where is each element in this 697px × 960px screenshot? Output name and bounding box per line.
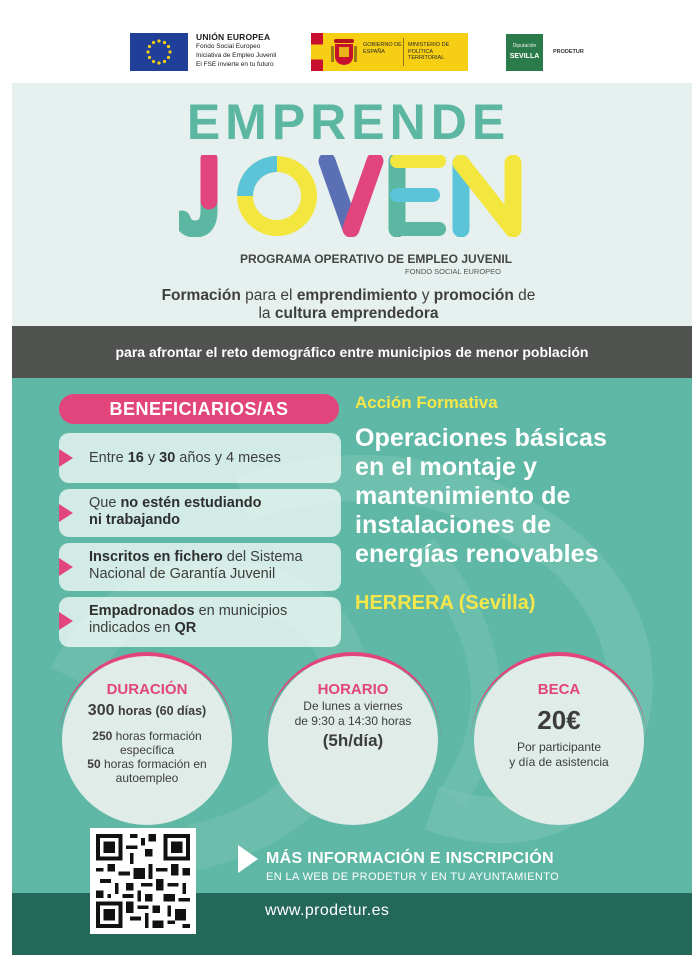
beca-circle (474, 655, 644, 825)
duracion-hours-unit: horas (60 días) (114, 704, 207, 718)
emprende-title: EMPRENDE (186, 94, 511, 150)
beneficiario-item-garantia (59, 543, 341, 591)
duracion-250: 250 (92, 729, 113, 743)
empadronados-part-a: Empadronados (89, 603, 195, 619)
duracion-hours: 300 (87, 702, 115, 719)
programa-text: PROGRAMA OPERATIVO DE EMPLEO JUVENIL (240, 252, 513, 266)
ministerio-text: MINISTERIO DE POLÍTICA TERRITORIAL (408, 42, 450, 61)
curso-title (355, 424, 675, 569)
eu-line-3: El FSE invierte en tu futuro (196, 61, 274, 68)
edad-part-e: años y 4 meses (175, 450, 281, 466)
duracion-50-text: horas formación en (100, 757, 207, 771)
pink-arrow-icon (59, 612, 73, 630)
edad-part-c: y (143, 450, 160, 466)
pink-arrow-icon (59, 504, 73, 522)
eu-line-2: Iniciativa de Empleo Juvenil (196, 52, 277, 59)
accion-formativa-label: Acción Formativa (355, 393, 498, 412)
curso-line-4: instalaciones de (355, 511, 552, 539)
curso-line-2: en el montaje y (355, 453, 538, 481)
estudios-part-c: ni trabajando (89, 512, 181, 528)
duracion-circle (62, 655, 232, 825)
mas-informacion-subtitle: EN LA WEB DE PRODETUR Y EN TU AYUNTAMIENTO (266, 871, 560, 883)
beca-amount: 20€ (537, 705, 581, 735)
eu-logo-text (196, 33, 306, 69)
beneficiario-item-estudios (59, 489, 341, 537)
prodetur-logo: PRODETUR (553, 49, 584, 55)
gobierno-separator (403, 38, 404, 66)
formacion-part-5: promoción (433, 287, 514, 304)
estudios-part-a: Que (89, 495, 121, 511)
garantia-part-b: del Sistema (222, 549, 303, 565)
pink-arrow-icon (59, 449, 73, 467)
diputacion-logo (506, 34, 543, 71)
eu-line-1: Fondo Social Europeo (196, 43, 261, 50)
pink-arrow-icon (59, 558, 73, 576)
play-arrow-icon (238, 845, 258, 873)
formacion-part-8: cultura emprendedora (274, 305, 439, 322)
garantia-part-c: Nacional de Garantía Juvenil (89, 566, 276, 582)
diputacion-name: SEVILLA (509, 53, 540, 60)
beneficiario-item-edad (59, 433, 341, 483)
duracion-50: 50 (87, 757, 101, 771)
horario-line-2: de 9:30 a 14:30 horas (294, 713, 412, 728)
gobierno-text: GOBIERNO DE ESPAÑA (363, 42, 402, 55)
empadronados-part-d: QR (174, 620, 197, 636)
garantia-part-a: Inscritos en fichero (89, 549, 223, 565)
curso-line-3: mantenimiento de (355, 482, 571, 510)
formacion-part-4: y (417, 287, 434, 304)
edad-part-a: Entre (89, 450, 128, 466)
duracion-especifica: específica (119, 743, 175, 757)
formacion-part-2: para el (240, 287, 297, 304)
fondo-text: FONDO SOCIAL EUROPEO (405, 267, 501, 276)
logo-strip (0, 0, 697, 83)
horario-horas-dia: (5h/día) (322, 731, 384, 750)
spain-flag-stripe (311, 33, 323, 71)
horario-line-1: De lunes a viernes (303, 699, 403, 713)
joven-title-logo (179, 155, 529, 237)
beca-heading: BECA (537, 681, 581, 698)
beneficiarios-badge: BENEFICIARIOS/AS (59, 394, 339, 424)
prodetur-web-link[interactable]: www.prodetur.es (265, 902, 390, 919)
curso-line-1: Operaciones básicas (355, 424, 608, 452)
lugar-text: HERRERA (Sevilla) (355, 592, 536, 614)
qr-code[interactable] (90, 828, 196, 934)
edad-part-d: 30 (159, 450, 176, 466)
beca-description (489, 740, 629, 770)
qr-code-icon (96, 834, 190, 928)
horario-heading: HORARIO (317, 681, 389, 698)
beca-line-1: Por participante (516, 740, 602, 754)
duracion-total (62, 702, 232, 720)
formacion-part-7: la (258, 305, 275, 322)
bottom-margin (0, 955, 697, 960)
eu-title: UNIÓN EUROPEA (196, 32, 271, 42)
empadronados-part-c: indicados en (89, 620, 175, 636)
beneficiario-item-empadronados (59, 597, 341, 647)
beneficiario-estudios-text (89, 495, 335, 529)
diputacion-small-text: Diputación (512, 43, 537, 49)
beneficiario-empadronados-text (89, 603, 335, 637)
horario-circle (268, 655, 438, 825)
beneficiario-edad-text (89, 450, 335, 467)
empadronados-part-b: en municipios (194, 603, 288, 619)
curso-line-5: energías renovables (355, 540, 599, 568)
beca-line-2: y día de asistencia (509, 755, 609, 769)
formacion-part-6: de (513, 287, 536, 304)
duracion-autoempleo: autoempleo (115, 771, 179, 785)
duracion-heading: DURACIÓN (106, 681, 188, 698)
edad-part-b: 16 (127, 450, 144, 466)
reto-demografico-banner: para afrontar el reto demográfico entre municipios de menor población (12, 326, 692, 378)
formacion-part-3: emprendimiento (296, 287, 418, 304)
formacion-part-1: Formación (161, 287, 241, 304)
duracion-desglose (74, 729, 220, 785)
gobierno-logo (311, 33, 468, 71)
formacion-headline (0, 287, 697, 323)
horario-dias (278, 699, 428, 728)
beneficiario-garantia-text (89, 549, 335, 583)
duracion-250-text: horas formación (112, 729, 202, 743)
coat-of-arms-icon (331, 38, 357, 66)
mas-informacion-title: MÁS INFORMACIÓN E INSCRIPCIÓN (266, 850, 554, 867)
eu-flag-icon (130, 33, 188, 71)
estudios-part-b: no estén estudiando (120, 495, 262, 511)
